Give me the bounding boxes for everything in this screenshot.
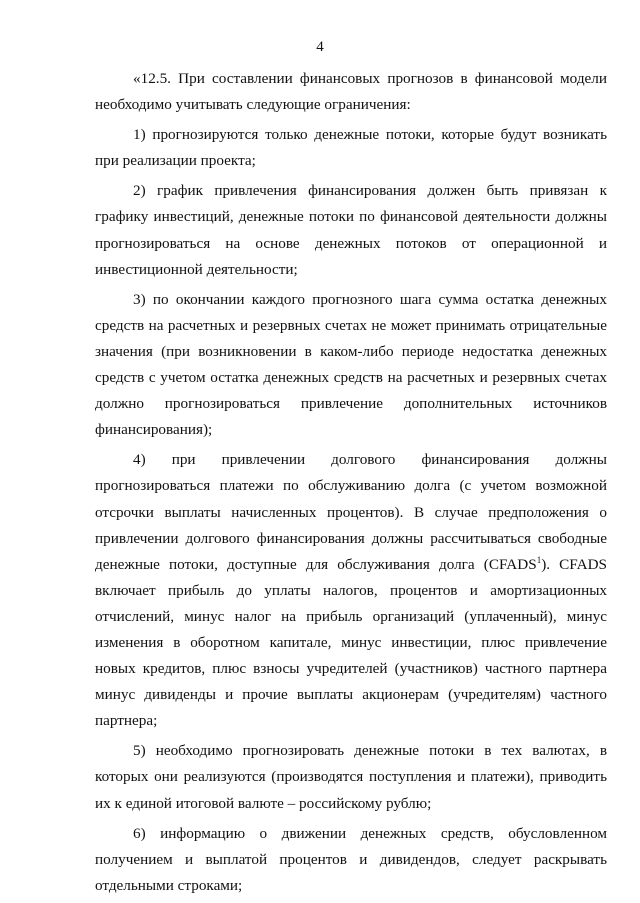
paragraph-item-4-text-part-1: 4) при привлечении долгового финансирования должны прогнозироваться платежи по обслуживанию долга (с учетом возможной отсрочки выплаты начисленных процентов). В случае предположения о привлечении долгового финансирования должны рассчитываться свободные денежные потоки, доступные для обслуживания долга (CFADS [95, 451, 607, 573]
paragraph-item-1: 1) прогнозируются только денежные потоки, которые будут возникать при реализации проекта; [95, 126, 607, 170]
paragraph-item-5: 5) необходимо прогнозировать денежные потоки в тех валютах, в которых они реализуются (производятся поступления и платежи), приводить их к единой итоговой валюте – российскому рублю; [95, 742, 607, 812]
document-body [95, 66, 607, 903]
paragraph-item-6: 6) информацию о движении денежных средств, обусловленном получением и выплатой процентов и дивидендов, следует раскрывать отдельными строками; [95, 824, 607, 894]
paragraph-item-4-text-part-2: ). CFADS включает прибыль до уплаты налогов, процентов и амортизационных отчислений, минус налог на прибыль организаций (уплаченный), минус изменения в оборотном капитале, минус инвестиции, плюс привлечение новых кредитов, плюс взносы учредителей (участников) частного партнера минус дивиденды и прочие выплаты акционерам (учредителям) частного партнера; [95, 555, 608, 730]
paragraph-intro: «12.5. При составлении финансовых прогнозов в финансовой модели необходимо учитывать следующие ограничения: [95, 70, 607, 114]
paragraph-item-2: 2) график привлечения финансирования должен быть привязан к графику инвестиций, денежные потоки по финансовой деятельности должны прогнозироваться на основе денежных потоков от операционной и инвестиционной деятельности; [95, 182, 607, 278]
footnote-mark: 1 [536, 554, 542, 565]
paragraph-item-3: 3) по окончании каждого прогнозного шага сумма остатка денежных средств на расчетных и резервных счетах не может принимать отрицательные значения (при возникновении в каком-либо периоде недостатка денежных средств с учетом остатка денежных средств на расчетных и резервных счетах должно прогнозироваться привлечение дополнительных источников финансирования); [95, 290, 607, 439]
page-number: 4 [316, 39, 324, 55]
paragraph-item-4 [95, 447, 607, 734]
